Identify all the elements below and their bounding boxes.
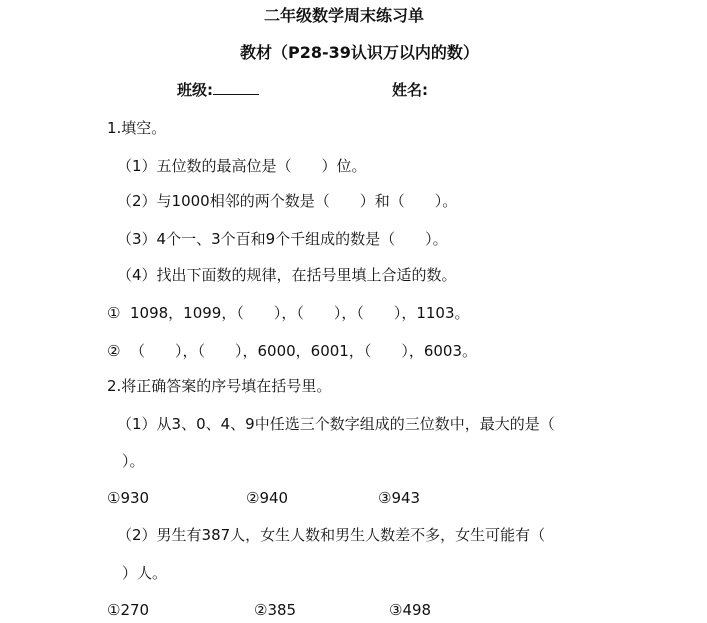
name-label: 姓名: (392, 81, 428, 99)
option-2-1-b: ②940 (246, 489, 289, 507)
class-label: 班级: (177, 80, 259, 100)
option-2-2-b: ②385 (254, 601, 297, 619)
question-2-2-line1: （2）男生有387人，女生人数和男生人数差不多，女生可能有（ (117, 526, 546, 544)
question-1-3: （3）4个一、3个百和9个千组成的数是（ ）。 (117, 230, 448, 248)
option-2-1-a: ①930 (107, 489, 150, 507)
option-2-2-a: ①270 (107, 601, 150, 619)
option-2-2-c: ③498 (389, 601, 432, 619)
section2-heading: 2.将正确答案的序号填在括号里。 (107, 377, 332, 395)
worksheet-title: 二年级数学周末练习单 (264, 6, 425, 25)
question-1-2: （2）与1000相邻的两个数是（ ）和（ ）。 (117, 192, 458, 210)
question-1-4: （4）找出下面数的规律，在括号里填上合适的数。 (117, 266, 457, 284)
sequence-1: ① 1098，1099，（ ），（ ），（ ），1103。 (107, 304, 470, 322)
question-2-1-line2: ）。 (122, 452, 145, 470)
question-1-1: （1）五位数的最高位是（ ）位。 (117, 157, 367, 175)
section1-heading: 1.填空。 (107, 119, 167, 137)
sequence-2: ② （ ），（ ），6000，6001，（ ），6003。 (107, 342, 478, 360)
option-2-1-c: ③943 (378, 489, 421, 507)
question-2-1-line1: （1）从3、0、4、9中任选三个数字组成的三位数中，最大的是（ (117, 415, 555, 433)
class-blank[interactable] (213, 80, 259, 95)
question-2-2-line2: ）人。 (122, 564, 168, 582)
worksheet-subtitle: 教材（P28-39认识万以内的数） (240, 43, 479, 62)
